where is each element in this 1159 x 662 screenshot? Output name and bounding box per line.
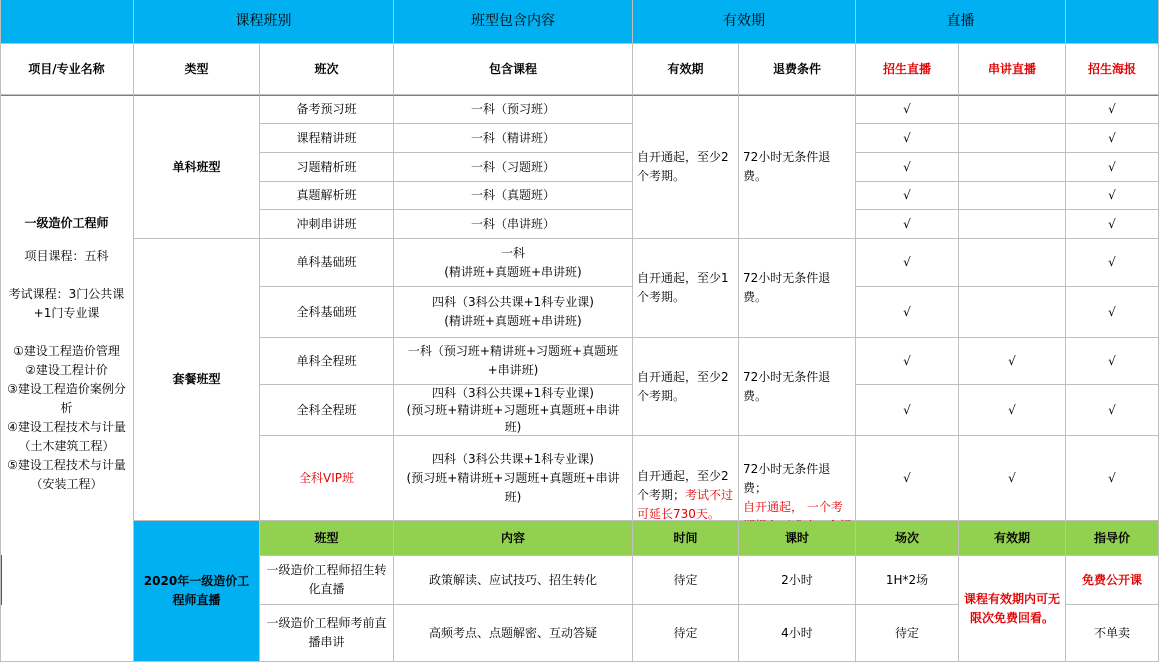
project-cell[interactable] <box>0 95 134 662</box>
col-included-courses[interactable]: 包含课程 <box>394 44 633 95</box>
package-poster-3[interactable]: √ <box>1066 338 1159 385</box>
col-project-name[interactable]: 项目/专业名称 <box>0 44 134 95</box>
live-col-sessions[interactable]: 场次 <box>856 521 959 556</box>
single-session-4[interactable]: 真题解析班 <box>260 182 394 210</box>
package-review-live-2[interactable] <box>959 287 1066 338</box>
package-session-1[interactable]: 单科基础班 <box>260 239 394 287</box>
project-title: 一级造价工程师 <box>24 215 109 230</box>
single-courses-5[interactable]: 一科（串讲班） <box>394 210 633 239</box>
single-validity[interactable]: 自开通起，至少2个考期。 <box>633 95 739 239</box>
single-poster-2[interactable]: √ <box>1066 124 1159 153</box>
single-session-2[interactable]: 课程精讲班 <box>260 124 394 153</box>
package-session-3[interactable]: 单科全程班 <box>260 338 394 385</box>
live-time-2[interactable]: 待定 <box>633 605 739 662</box>
package-session-2[interactable]: 全科基础班 <box>260 287 394 338</box>
package-review-live-5[interactable]: √ <box>959 436 1066 521</box>
package-review-live-3[interactable]: √ <box>959 338 1066 385</box>
package-courses-2[interactable]: 四科（3科公共课+1科专业课) (精讲班+真题班+串讲班) <box>394 287 633 338</box>
single-courses-3[interactable]: 一科（习题班） <box>394 153 633 182</box>
single-courses-4[interactable]: 一科（真题班） <box>394 182 633 210</box>
live-col-time[interactable]: 时间 <box>633 521 739 556</box>
col-refund[interactable]: 退费条件 <box>739 44 856 95</box>
header-blank-right[interactable] <box>1066 0 1159 44</box>
full-refund[interactable]: 72小时无条件退费。 <box>739 338 856 436</box>
single-session-5[interactable]: 冲刺串讲班 <box>260 210 394 239</box>
live-sessions-1[interactable]: 1H*2场 <box>856 556 959 605</box>
type-package[interactable]: 套餐班型 <box>134 239 260 521</box>
live-price-2[interactable]: 不单卖 <box>1066 605 1159 662</box>
live-price-1[interactable]: 免费公开课 <box>1066 556 1159 605</box>
single-recruit-live-1[interactable]: √ <box>856 95 959 124</box>
package-recruit-live-5[interactable]: √ <box>856 436 959 521</box>
single-poster-3[interactable]: √ <box>1066 153 1159 182</box>
live-col-type[interactable]: 班型 <box>260 521 394 556</box>
package-courses-1[interactable]: 一科 (精讲班+真题班+串讲班) <box>394 239 633 287</box>
package-session-5[interactable]: 全科VIP班 <box>260 436 394 521</box>
header-live[interactable]: 直播 <box>856 0 1066 44</box>
live-col-hours[interactable]: 课时 <box>739 521 856 556</box>
col-recruit-live[interactable]: 招生直播 <box>856 44 959 95</box>
project-body: 项目课程：五科 考试课程：3门公共课+1门专业课 ①建设工程造价管理 ②建设工程计价 ③建设工程造价案例分析 ④建设工程技术与计量（土木建筑工程） ⑤建设工程技术与计量（安装工程） <box>7 248 126 491</box>
single-session-3[interactable]: 习题精析班 <box>260 153 394 182</box>
basic-validity[interactable]: 自开通起，至少1个考期。 <box>633 239 739 338</box>
vip-validity-extension: 考试不过可延长730天。 <box>637 488 734 521</box>
live-validity-note[interactable]: 课程有效期内可无限次免费回看。 <box>959 556 1066 662</box>
col-review-live[interactable]: 串讲直播 <box>959 44 1066 95</box>
vip-validity-text: 自开通起，至少2个考期； <box>637 469 729 502</box>
live-col-price[interactable]: 指导价 <box>1066 521 1159 556</box>
single-review-live-4[interactable] <box>959 182 1066 210</box>
live-time-1[interactable]: 待定 <box>633 556 739 605</box>
full-validity[interactable]: 自开通起，至少2个考期。 <box>633 338 739 436</box>
package-poster-1[interactable]: √ <box>1066 239 1159 287</box>
type-single[interactable]: 单科班型 <box>134 95 260 239</box>
single-courses-2[interactable]: 一科（精讲班） <box>394 124 633 153</box>
package-session-4[interactable]: 全科全程班 <box>260 385 394 436</box>
package-recruit-live-4[interactable]: √ <box>856 385 959 436</box>
single-review-live-2[interactable] <box>959 124 1066 153</box>
live-section-label[interactable]: 2020年一级造价工程师直播 <box>134 521 260 662</box>
header-blank[interactable] <box>0 0 134 44</box>
package-courses-5[interactable]: 四科（3科公共课+1科专业课) (预习班+精讲班+习题班+真题班+串讲班) <box>394 436 633 521</box>
header-validity[interactable]: 有效期 <box>633 0 856 44</box>
live-type-1[interactable]: 一级造价工程师招生转化直播 <box>260 556 394 605</box>
col-type[interactable]: 类型 <box>134 44 260 95</box>
live-col-content[interactable]: 内容 <box>394 521 633 556</box>
live-sessions-2[interactable]: 待定 <box>856 605 959 662</box>
live-hours-1[interactable]: 2小时 <box>739 556 856 605</box>
single-recruit-live-5[interactable]: √ <box>856 210 959 239</box>
live-content-1[interactable]: 政策解读、应试技巧、招生转化 <box>394 556 633 605</box>
single-courses-1[interactable]: 一科（预习班） <box>394 95 633 124</box>
package-recruit-live-3[interactable]: √ <box>856 338 959 385</box>
col-validity[interactable]: 有效期 <box>633 44 739 95</box>
single-review-live-1[interactable] <box>959 95 1066 124</box>
vip-refund[interactable] <box>739 436 856 521</box>
single-recruit-live-2[interactable]: √ <box>856 124 959 153</box>
package-review-live-4[interactable]: √ <box>959 385 1066 436</box>
package-recruit-live-1[interactable]: √ <box>856 239 959 287</box>
single-recruit-live-3[interactable]: √ <box>856 153 959 182</box>
single-recruit-live-4[interactable]: √ <box>856 182 959 210</box>
col-recruit-poster[interactable]: 招生海报 <box>1066 44 1159 95</box>
header-course-class[interactable]: 课程班别 <box>134 0 394 44</box>
single-poster-4[interactable]: √ <box>1066 182 1159 210</box>
vip-validity[interactable] <box>633 436 739 521</box>
package-recruit-live-2[interactable]: √ <box>856 287 959 338</box>
header-class-content[interactable]: 班型包含内容 <box>394 0 633 44</box>
live-hours-2[interactable]: 4小时 <box>739 605 856 662</box>
package-courses-4[interactable]: 四科（3科公共课+1科专业课) (预习班+精讲班+习题班+真题班+串讲班) <box>394 385 633 436</box>
live-content-2[interactable]: 高频考点、点题解密、互动答疑 <box>394 605 633 662</box>
single-refund[interactable]: 72小时无条件退费。 <box>739 95 856 239</box>
single-poster-1[interactable]: √ <box>1066 95 1159 124</box>
single-poster-5[interactable]: √ <box>1066 210 1159 239</box>
vip-refund-text: 72小时无条件退费； <box>743 462 831 495</box>
package-courses-3[interactable]: 一科（预习班+精讲班+习题班+真题班+串讲班) <box>394 338 633 385</box>
sheet-edge-marker <box>0 555 2 605</box>
col-session[interactable]: 班次 <box>260 44 394 95</box>
live-col-validity[interactable]: 有效期 <box>959 521 1066 556</box>
package-poster-5[interactable]: √ <box>1066 436 1159 521</box>
vip-refund-condition: 自开通起， 一个考 <box>743 500 843 514</box>
single-review-live-3[interactable] <box>959 153 1066 182</box>
basic-refund[interactable]: 72小时无条件退费。 <box>739 239 856 338</box>
live-type-2[interactable]: 一级造价工程师考前直播串讲 <box>260 605 394 662</box>
single-session-1[interactable]: 备考预习班 <box>260 95 394 124</box>
package-poster-2[interactable]: √ <box>1066 287 1159 338</box>
package-poster-4[interactable]: √ <box>1066 385 1159 436</box>
single-review-live-5[interactable] <box>959 210 1066 239</box>
package-review-live-1[interactable] <box>959 239 1066 287</box>
